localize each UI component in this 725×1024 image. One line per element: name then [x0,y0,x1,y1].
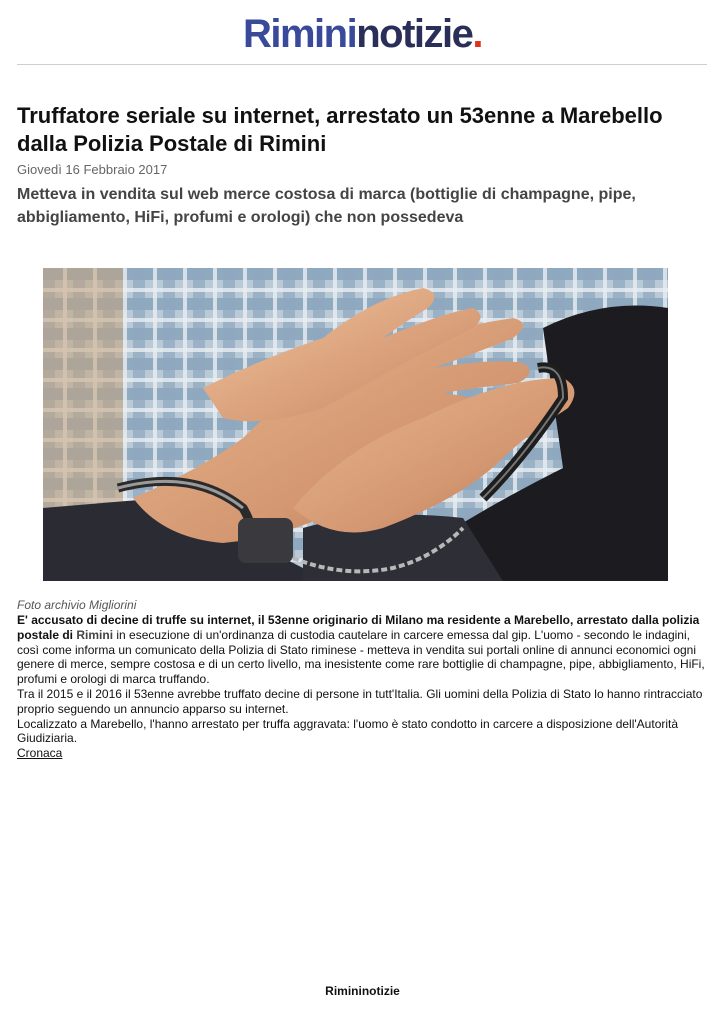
header-divider [17,64,707,65]
category-tag-link[interactable]: Cronaca [17,746,63,761]
logo-notizie: notizie [356,12,473,56]
article-paragraph-3: Localizzato a Marebello, l'hanno arrestato per truffa aggravata: l'uomo è stato condotto in carcere a disposizione dell'Autorità Giudiziaria. [17,716,679,746]
masthead [0,8,725,60]
article-paragraph-1 [17,613,707,687]
handcuffed-hands-image [43,268,668,581]
logo-rimini: Rimini [242,12,357,56]
page-footer: Rimininotizie [325,984,400,998]
article-title: Truffatore seriale su internet, arrestato un 53enne a Marebello dalla Polizia Postale di Rimini [17,103,663,156]
site-logo[interactable] [243,8,482,60]
article-body [17,613,707,761]
article-paragraph-2: Tra il 2015 e il 2016 il 53enne avrebbe truffato decine di persone in tutt'Italia. Gli uomini della Polizia di Stato lo hanno rintracciato proprio seguendo un annuncio apparso su internet. [17,686,703,716]
article-date: Giovedì 16 Febbraio 2017 [17,162,168,177]
article-photo [43,268,668,581]
rimini-link[interactable]: Rimini [76,627,114,642]
article-subtitle: Metteva in vendita sul web merce costosa di marca (bottiglie di champagne, pipe, abbigliamento, HiFi, profumi e orologi) che non possedeva [17,186,636,226]
paragraph-1-rest: in esecuzione di un'ordinanza di custodia cautelare in carcere emessa dal gip. L'uomo - secondo le indagini, così come informa un comunicato della Polizia di Stato riminese - metteva in vendita sui portali online di annunci economici ogni genere di merce, sempre costosa e di un certo livello, ma inesistente come rare bottiglie di champagne, pipe, abbigliamento, HiFi, profumi e orologi di marca truffando. [17,627,705,687]
logo-dot: . [472,12,483,56]
photo-caption: Foto archivio Migliorini [17,598,137,612]
lead-bold-text: E' accusato di decine di truffe su internet, il 53enne originario di Milano ma residente a Marebello, arrestato dalla polizia postale di [17,613,700,642]
